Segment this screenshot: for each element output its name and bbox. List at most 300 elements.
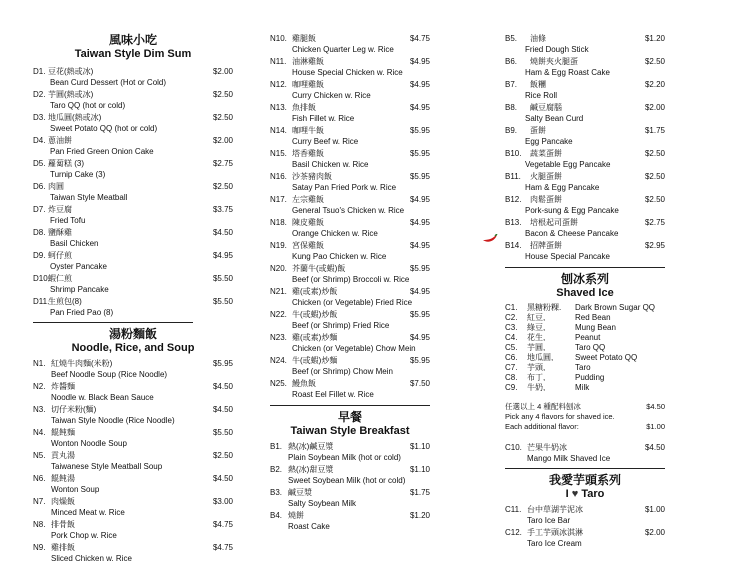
item-name-cn: 布丁, (527, 373, 546, 382)
shaved-ice-title-en: Shaved Ice (556, 287, 614, 299)
item-code: B14. (505, 241, 522, 250)
item-code: N22. (270, 310, 287, 319)
item-name-en: Sweet Potato QQ (575, 353, 638, 362)
item-code: B9. (505, 126, 518, 135)
menu-item (505, 240, 665, 262)
shaved-ice-flavor (505, 353, 665, 363)
item-code: B1. (270, 442, 283, 451)
menu-item (270, 355, 430, 377)
item-name-en: Orange Chicken w. Rice (292, 229, 378, 238)
item-price: $5.95 (409, 126, 430, 135)
item-code: B13. (505, 218, 522, 227)
item-code: B4. (270, 511, 283, 520)
additional-flavor-price: $1.00 (646, 422, 665, 431)
item-code: N24. (270, 356, 287, 365)
menu-item (33, 181, 233, 203)
item-price: $2.50 (212, 90, 233, 99)
item-name-cn: 蚵仔煎 (48, 251, 72, 260)
menu-item (270, 286, 430, 308)
item-name-cn: 鹹豆漿 (288, 488, 312, 497)
item-price: $2.00 (212, 136, 233, 145)
item-name-en: Taiwan Style Noodle (Rice Noodle) (51, 416, 175, 425)
item-price: $2.50 (644, 195, 665, 204)
menu-item (33, 473, 233, 495)
dim-sum-title-en: Taiwan Style Dim Sum (74, 48, 192, 60)
item-name-cn: 炸豆腐 (48, 205, 72, 214)
shaved-ice-flavor (505, 363, 665, 373)
item-name-en: House Special Chicken w. Rice (292, 68, 403, 77)
item-price: $4.75 (212, 520, 233, 529)
shaved-ice-flavor (505, 333, 665, 343)
item-code: N4. (33, 428, 46, 437)
item-code: N7. (33, 497, 46, 506)
item-name-en: Taro Ice Bar (527, 516, 571, 525)
item-code: B12. (505, 195, 522, 204)
item-name-en: Shrimp Pancake (50, 285, 109, 294)
item-price: $1.20 (409, 511, 430, 520)
item-price: $2.00 (644, 103, 665, 112)
item-code: D4. (33, 136, 46, 145)
noodle-list-part-1 (33, 358, 233, 564)
menu-item-c10 (505, 442, 665, 464)
item-name-cn: 地瓜圓, (527, 353, 554, 362)
item-name-en: Pan Fried Green Onion Cake (50, 147, 154, 156)
menu-item (33, 381, 233, 403)
item-code: C11. (505, 505, 522, 514)
item-name-en: Fried Tofu (50, 216, 86, 225)
menu-item (33, 66, 233, 88)
noodle-title-en: Noodle, Rice, and Soup (71, 342, 195, 354)
item-name-cn: 芒果牛奶冰 (527, 443, 567, 452)
item-code: N11. (270, 57, 287, 66)
item-name-en: Taiwanese Style Meatball Soup (51, 462, 163, 471)
item-name-en: Minced Meat w. Rice (51, 508, 125, 517)
item-code: D10. (33, 274, 50, 283)
menu-item (33, 158, 233, 180)
item-code: N2. (33, 382, 46, 391)
item-code: C4. (505, 333, 518, 342)
menu-item (33, 204, 233, 226)
item-price: $1.75 (644, 126, 665, 135)
item-name-cn: 雞排飯 (51, 543, 75, 552)
item-code: N10. (270, 34, 287, 43)
taro-list (505, 504, 665, 549)
item-price: $5.95 (409, 356, 430, 365)
item-price: $2.50 (644, 172, 665, 181)
item-price: $1.20 (644, 34, 665, 43)
item-name-cn: 肉鬆蛋餅 (530, 195, 562, 204)
item-code: N23. (270, 333, 287, 342)
item-price: $5.95 (409, 310, 430, 319)
item-price: $2.50 (644, 57, 665, 66)
item-price: $1.75 (409, 488, 430, 497)
item-price: $1.10 (409, 465, 430, 474)
breakfast-list-part-1 (270, 441, 430, 532)
item-name-en: Mung Bean (575, 323, 616, 332)
menu-item (33, 404, 233, 426)
item-price: $4.95 (409, 195, 430, 204)
section-divider (33, 322, 193, 323)
menu-item (270, 171, 430, 193)
item-code: B7. (505, 80, 518, 89)
item-name-cn: 牛(或蝦)炒飯 (292, 310, 338, 319)
column-3 (505, 0, 665, 550)
item-name-cn: 台中草湖芋泥冰 (527, 505, 583, 514)
item-name-cn: 雞腿飯 (292, 34, 316, 43)
item-code: N14. (270, 126, 287, 135)
item-code: N9. (33, 543, 46, 552)
menu-item (33, 250, 233, 272)
breakfast-list-part-2 (505, 33, 665, 262)
item-name-cn: 左宗雞飯 (292, 195, 324, 204)
menu-item (505, 79, 665, 101)
shaved-ice-title-cn: 刨冰系列 (560, 272, 609, 286)
item-price: $4.50 (212, 228, 233, 237)
item-code: C5. (505, 343, 518, 352)
additional-flavor-label: Each additional flavor: (505, 422, 579, 431)
menu-item (33, 427, 233, 449)
item-price: $2.50 (644, 149, 665, 158)
item-name-en: Curry Chicken w. Rice (292, 91, 371, 100)
noodle-title-cn: 湯粉麵飯 (108, 327, 157, 341)
item-code: D7. (33, 205, 46, 214)
menu-item (270, 56, 430, 78)
item-price: $2.75 (212, 159, 233, 168)
item-name-cn: 牛(或蝦)炒麵 (292, 356, 338, 365)
menu-item (33, 112, 233, 134)
item-name-en: Vegetable Egg Pancake (525, 160, 611, 169)
item-name-cn: 雞(或素)炒麵 (292, 333, 338, 342)
item-name-cn: 芥蘭牛(或蝦)飯 (292, 264, 346, 273)
item-name-cn: 芋圓, (527, 343, 546, 352)
item-code: N16. (270, 172, 287, 181)
item-code: N17. (270, 195, 287, 204)
shaved-ice-flavor (505, 323, 665, 333)
item-name-cn: 飯糰 (530, 80, 546, 89)
menu-item (505, 504, 665, 526)
item-name-cn: 鰻魚飯 (292, 379, 316, 388)
breakfast-title-cn: 早餐 (337, 410, 362, 424)
item-name-en: Pork Chop w. Rice (51, 531, 117, 540)
item-name-cn: 咖哩雞飯 (292, 80, 324, 89)
chili-pepper-icon (482, 234, 498, 244)
item-code: B8. (505, 103, 518, 112)
item-code: D9. (33, 251, 46, 260)
item-price: $2.75 (644, 218, 665, 227)
item-price: $4.95 (409, 241, 430, 250)
shaved-ice-flavor (505, 303, 665, 313)
menu-item (505, 56, 665, 78)
menu-item (270, 332, 430, 354)
item-name-en: Beef Noodle Soup (Rice Noodle) (51, 370, 168, 379)
item-price: $3.75 (212, 205, 233, 214)
item-price: $4.95 (409, 333, 430, 342)
item-name-cn: 熱(冰)甜豆漿 (288, 465, 334, 474)
item-name-cn: 蛋餅 (530, 126, 546, 135)
item-price: $2.00 (644, 528, 665, 537)
item-name-en: Wonton Soup (51, 485, 100, 494)
item-name-en: Basil Chicken (50, 239, 99, 248)
section-divider (270, 405, 430, 406)
item-price: $4.50 (644, 443, 665, 452)
item-name-cn: 牛奶, (527, 383, 546, 392)
item-code: N20. (270, 264, 287, 273)
item-code: B2. (270, 465, 283, 474)
item-name-cn: 塔香雞飯 (292, 149, 324, 158)
item-name-en: General Tsuo's Chicken w. Rice (292, 206, 405, 215)
taro-title-cn: 我愛芋頭系列 (548, 473, 621, 487)
pick-four-note (505, 402, 665, 412)
item-name-en: Roast Cake (288, 522, 330, 531)
additional-flavor-note (505, 422, 665, 432)
item-code: N8. (33, 520, 46, 529)
item-price: $7.50 (409, 379, 430, 388)
item-price: $4.75 (409, 34, 430, 43)
dim-sum-list (33, 66, 233, 318)
item-name-en: Fried Dough Stick (525, 45, 589, 54)
menu-item (270, 194, 430, 216)
shaved-ice-flavor (505, 313, 665, 323)
item-code: N18. (270, 218, 287, 227)
item-price: $2.50 (212, 182, 233, 191)
item-name-en: Rice Roll (525, 91, 558, 100)
item-name-en: Ham & Egg Pancake (525, 183, 600, 192)
item-name-en: Satay Pan Fried Pork w. Rice (292, 183, 397, 192)
item-name-cn: 鹽酥雞 (48, 228, 72, 237)
item-name-cn: 培根起司蛋餅 (530, 218, 578, 227)
item-code: N15. (270, 149, 287, 158)
item-name-en: Red Bean (575, 313, 611, 322)
menu-item (270, 102, 430, 124)
item-name-cn: 芋頭, (527, 363, 546, 372)
menu-item (33, 227, 233, 249)
item-name-cn: 蘿蔔糕 (3) (48, 159, 84, 168)
item-name-en: Roast Eel Fillet w. Rice (292, 390, 374, 399)
item-name-cn: 手工芋頭冰淇淋 (527, 528, 583, 537)
item-code: N21. (270, 287, 287, 296)
item-name-cn: 生煎包(8) (48, 297, 82, 306)
item-price: $2.50 (212, 451, 233, 460)
item-code: C2. (505, 313, 518, 322)
item-name-en: Noodle w. Black Bean Sauce (51, 393, 154, 402)
item-price: $5.95 (409, 149, 430, 158)
menu-item (33, 135, 233, 157)
item-code: C3. (505, 323, 518, 332)
menu-item (270, 79, 430, 101)
menu-item (33, 296, 233, 318)
taro-title-post: Taro (581, 488, 605, 500)
item-name-en: Plain Soybean Milk (hot or cold) (288, 453, 401, 462)
item-name-cn: 蝦仁煎 (48, 274, 72, 283)
item-price: $1.00 (644, 505, 665, 514)
item-name-cn: 招牌蛋餅 (530, 241, 562, 250)
item-name-cn: 燒餅 (288, 511, 304, 520)
item-name-cn: 陳皮雞飯 (292, 218, 324, 227)
item-price: $4.50 (212, 382, 233, 391)
menu-item (270, 125, 430, 147)
item-name-en: Curry Beef w. Rice (292, 137, 359, 146)
item-code: N19. (270, 241, 287, 250)
item-name-en: Dark Brown Sugar QQ (575, 303, 656, 312)
item-name-en: Taro (575, 363, 591, 372)
item-code: D5. (33, 159, 46, 168)
item-name-en: Salty Soybean Milk (288, 499, 357, 508)
item-name-cn: 蔥油餅 (48, 136, 72, 145)
item-name-cn: 熱(冰)鹹豆漿 (288, 442, 334, 451)
pick-four-price: $4.50 (646, 402, 665, 411)
shaved-ice-flavor (505, 373, 665, 383)
item-name-cn: 芋圓(熱或冰) (48, 90, 94, 99)
menu-item (505, 148, 665, 170)
item-code: B3. (270, 488, 283, 497)
item-code: C12. (505, 528, 522, 537)
menu-item (505, 102, 665, 124)
item-code: D6. (33, 182, 46, 191)
item-price: $3.00 (212, 497, 233, 506)
item-name-cn: 地瓜圓(熱或冰) (48, 113, 102, 122)
pick-four-cn: 任選以上 4 種配料刨冰 (505, 402, 581, 411)
item-code: C6. (505, 353, 518, 362)
menu-item (505, 33, 665, 55)
item-price: $4.95 (409, 80, 430, 89)
item-code: D2. (33, 90, 46, 99)
item-name-en: Pork-sung & Egg Pancake (525, 206, 619, 215)
item-name-en: Taro Ice Cream (527, 539, 582, 548)
item-code: B11. (505, 172, 521, 181)
item-price: $2.00 (212, 67, 233, 76)
item-code: B10. (505, 149, 522, 158)
menu-item (270, 309, 430, 331)
taro-title-pre: I (565, 488, 569, 500)
item-name-cn: 紅豆, (527, 313, 546, 322)
menu-item (33, 358, 233, 380)
item-name-en: Taiwan Style Meatball (50, 193, 128, 202)
menu-item (33, 89, 233, 111)
menu-item (505, 125, 665, 147)
item-price: $5.50 (212, 274, 233, 283)
pick-four-en: Pick any 4 flavors for shaved ice. (505, 412, 615, 421)
item-name-cn: 豆花(熱或冰) (48, 67, 94, 76)
item-name-en: Beef (or Shrimp) Fried Rice (292, 321, 390, 330)
noodle-list-part-2 (270, 33, 430, 400)
shaved-ice-flavor (505, 343, 665, 353)
menu-item (270, 487, 430, 509)
item-name-cn: 紅燒牛肉麵(米粉) (51, 359, 113, 368)
item-name-en: Chicken (or Vegetable) Fried Rice (292, 298, 413, 307)
menu-item (270, 263, 430, 285)
item-name-en: Turnip Cake (3) (50, 170, 106, 179)
item-name-en: Bean Curd Dessert (Hot or Cold) (50, 78, 167, 87)
item-name-en: Chicken Quarter Leg w. Rice (292, 45, 394, 54)
item-code: C8. (505, 373, 518, 382)
item-name-cn: 花生, (527, 333, 546, 342)
item-name-cn: 切仔米粉(麵) (51, 405, 97, 414)
item-code: N13. (270, 103, 287, 112)
menu-item (33, 542, 233, 564)
item-name-cn: 沙茶豬肉飯 (292, 172, 332, 181)
item-price: $4.75 (212, 543, 233, 552)
menu-item (505, 217, 665, 239)
menu-item (270, 464, 430, 486)
item-name-cn: 油淋雞飯 (292, 57, 324, 66)
menu-item (505, 171, 665, 193)
item-name-cn: 炸醬麵 (51, 382, 75, 391)
item-name-cn: 綠豆, (527, 323, 546, 332)
item-name-cn: 餛飩麵 (51, 428, 75, 437)
item-price: $4.95 (409, 57, 430, 66)
menu-item (270, 33, 430, 55)
item-name-cn: 排骨飯 (51, 520, 75, 529)
item-code: B5. (505, 34, 518, 43)
item-name-en: Bacon & Cheese Pancake (525, 229, 619, 238)
item-name-cn: 鹹豆腐腦 (530, 103, 562, 112)
item-name-en: Fish Fillet w. Rice (292, 114, 355, 123)
item-price: $4.50 (212, 405, 233, 414)
item-name-en: Salty Bean Curd (525, 114, 584, 123)
item-name-en: Milk (575, 383, 590, 392)
menu-item (33, 273, 233, 295)
item-code: C7. (505, 363, 518, 372)
item-name-cn: 蔬菜蛋餅 (530, 149, 562, 158)
item-name-cn: 貢丸湯 (51, 451, 75, 460)
heart-icon: ♥ (571, 488, 579, 500)
item-name-en: Basil Chicken w. Rice (292, 160, 369, 169)
menu-item (270, 148, 430, 170)
section-divider (505, 267, 665, 268)
item-name-cn: 燒餅夾火腿蛋 (530, 57, 578, 66)
item-name-cn: 咖哩牛飯 (292, 126, 324, 135)
item-name-en: Sliced Chicken w. Rice (51, 554, 132, 563)
item-code: C1. (505, 303, 518, 312)
item-price: $2.50 (212, 113, 233, 122)
item-code: C9. (505, 383, 518, 392)
item-price: $2.20 (644, 80, 665, 89)
item-code: D3. (33, 113, 46, 122)
breakfast-title-en: Taiwan Style Breakfast (290, 425, 410, 437)
item-price: $4.95 (409, 103, 430, 112)
item-code: B6. (505, 57, 518, 66)
item-price: $5.95 (409, 172, 430, 181)
column-2 (270, 0, 430, 533)
item-name-en: Sweet Soybean Milk (hot or cold) (288, 476, 406, 485)
menu-item (270, 378, 430, 400)
item-name-cn: 肉燥飯 (51, 497, 75, 506)
menu-item (33, 496, 233, 518)
item-name-cn: 肉圓 (48, 182, 64, 191)
item-name-en: Beef (or Shrimp) Broccoli w. Rice (292, 275, 410, 284)
item-price: $5.95 (212, 359, 233, 368)
item-name-en: Ham & Egg Roast Cake (525, 68, 610, 77)
item-code: D11. (33, 297, 50, 306)
shaved-ice-flavor (505, 383, 665, 393)
menu-item (270, 240, 430, 262)
column-1 (33, 0, 233, 565)
item-code: D8. (33, 228, 46, 237)
menu-item (33, 519, 233, 541)
dim-sum-title-cn: 風味小吃 (108, 33, 157, 47)
item-price: $1.10 (409, 442, 430, 451)
item-name-en: Sweet Potato QQ (hot or cold) (50, 124, 158, 133)
menu-item (270, 441, 430, 463)
shaved-ice-list (505, 303, 665, 393)
section-divider (505, 468, 665, 469)
item-price: $4.95 (409, 218, 430, 227)
item-name-en: Beef (or Shrimp) Chow Mein (292, 367, 393, 376)
item-name-cn: 魚排飯 (292, 103, 316, 112)
item-name-en: Peanut (575, 333, 601, 342)
item-price: $5.50 (212, 297, 233, 306)
item-code: C10. (505, 443, 522, 452)
